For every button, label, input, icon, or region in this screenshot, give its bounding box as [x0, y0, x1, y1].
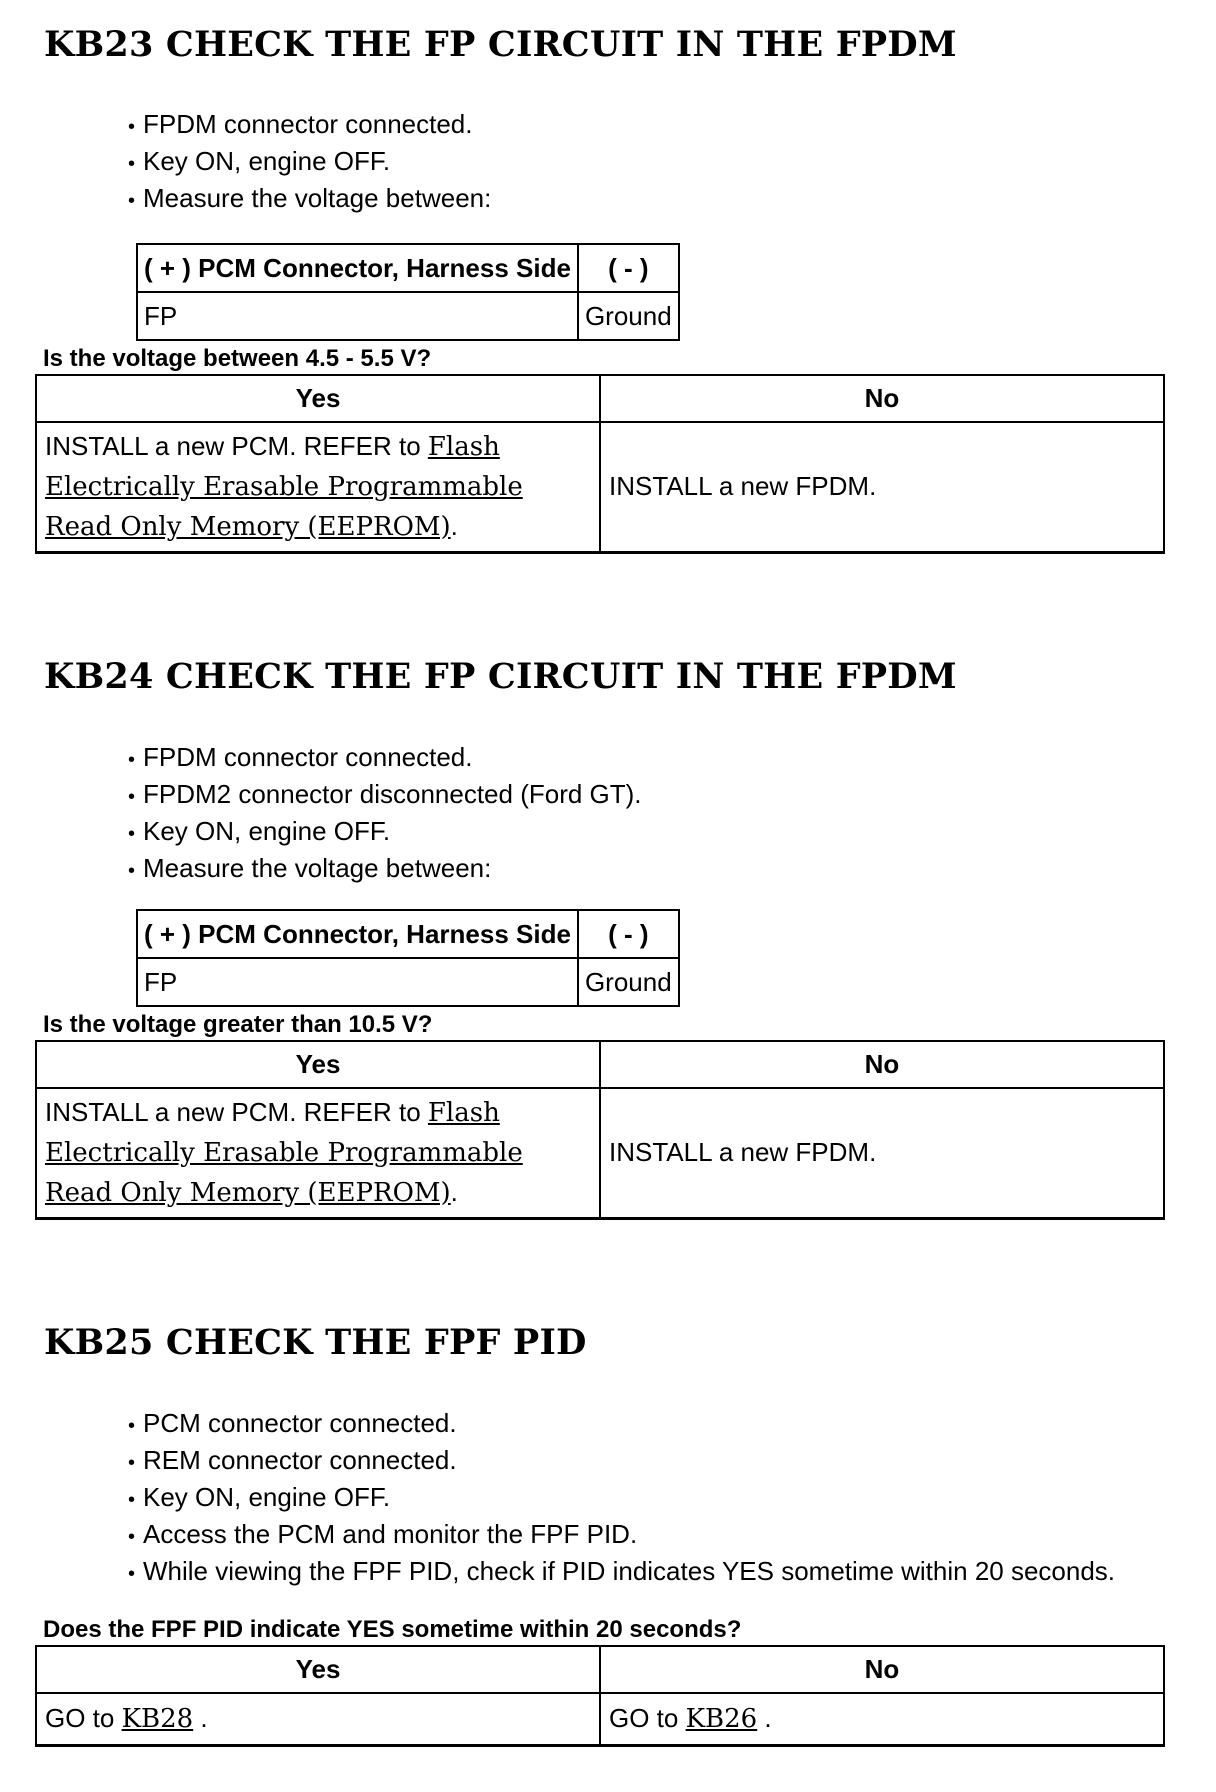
step-list-kb23: [128, 107, 491, 218]
eeprom-link[interactable]: Flash Electrically Erasable Programmable Read Only Memory (EEPROM): [45, 431, 523, 542]
answer-yes-text: INSTALL a new PCM. REFER to: [45, 430, 428, 461]
answer-header-no: No: [600, 375, 1164, 422]
step-item: • Key ON, engine OFF.: [128, 1480, 1115, 1517]
step-item: • Measure the voltage between:: [128, 851, 642, 888]
answer-no-cell: INSTALL a new FPDM.: [600, 1088, 1164, 1218]
answer-table-kb25: [35, 1645, 1165, 1747]
answer-no-cell: GO to KB26 .: [600, 1693, 1164, 1745]
pin-header-minus: ( - ): [578, 244, 679, 292]
section-title-kb24: KB24 CHECK THE FP CIRCUIT IN THE FPDM: [44, 656, 957, 697]
pin-header-plus: ( + ) PCM Connector, Harness Side: [137, 244, 578, 292]
answer-header-yes: Yes: [36, 375, 600, 422]
answer-header-yes: Yes: [36, 1646, 600, 1693]
pin-cell-minus: Ground: [578, 958, 679, 1006]
section-title-kb23: KB23 CHECK THE FP CIRCUIT IN THE FPDM: [44, 24, 957, 65]
answer-no-cell: INSTALL a new FPDM.: [600, 422, 1164, 552]
question-kb23: Is the voltage between 4.5 - 5.5 V?: [43, 345, 432, 372]
answer-yes-cell: INSTALL a new PCM. REFER to Flash Electrically Erasable Programmable Read Only Memory (EEPROM).: [36, 422, 600, 552]
answer-header-no: No: [600, 1041, 1164, 1088]
step-item: • PCM connector connected.: [128, 1406, 1115, 1443]
answer-header-no: No: [600, 1646, 1164, 1693]
step-item: • Measure the voltage between:: [128, 181, 491, 218]
answer-table-kb23: [35, 374, 1165, 554]
section-title-kb25: KB25 CHECK THE FPF PID: [44, 1322, 587, 1363]
answer-yes-cell: INSTALL a new PCM. REFER to Flash Electrically Erasable Programmable Read Only Memory (EEPROM).: [36, 1088, 600, 1218]
kb28-link[interactable]: KB28: [121, 1703, 194, 1734]
step-list-kb25: [128, 1406, 1115, 1591]
step-item: • FPDM connector connected.: [128, 107, 491, 144]
step-item: • FPDM connector connected.: [128, 740, 642, 777]
pin-header-minus: ( - ): [578, 910, 679, 958]
measurement-table-kb23: [136, 243, 680, 341]
eeprom-link[interactable]: Flash Electrically Erasable Programmable Read Only Memory (EEPROM): [45, 1097, 523, 1208]
answer-yes-cell: GO to KB28 .: [36, 1693, 600, 1745]
answer-header-yes: Yes: [36, 1041, 600, 1088]
question-kb25: Does the FPF PID indicate YES sometime within 20 seconds?: [43, 1616, 742, 1643]
step-list-kb24: [128, 740, 642, 888]
pin-cell-plus: FP: [137, 958, 578, 1006]
pin-cell-plus: FP: [137, 292, 578, 340]
pin-cell-minus: Ground: [578, 292, 679, 340]
question-kb24: Is the voltage greater than 10.5 V?: [43, 1011, 433, 1038]
step-item: • Key ON, engine OFF.: [128, 144, 491, 181]
step-item: • While viewing the FPF PID, check if PID indicates YES sometime within 20 seconds.: [128, 1554, 1115, 1591]
measurement-table-kb24: [136, 909, 680, 1007]
pin-header-plus: ( + ) PCM Connector, Harness Side: [137, 910, 578, 958]
answer-yes-text: INSTALL a new PCM. REFER to: [45, 1096, 428, 1127]
answer-table-kb24: [35, 1040, 1165, 1220]
step-item: • FPDM2 connector disconnected (Ford GT).: [128, 777, 642, 814]
step-item: • Access the PCM and monitor the FPF PID.: [128, 1517, 1115, 1554]
kb26-link[interactable]: KB26: [685, 1703, 758, 1734]
step-item: • Key ON, engine OFF.: [128, 814, 642, 851]
step-item: • REM connector connected.: [128, 1443, 1115, 1480]
